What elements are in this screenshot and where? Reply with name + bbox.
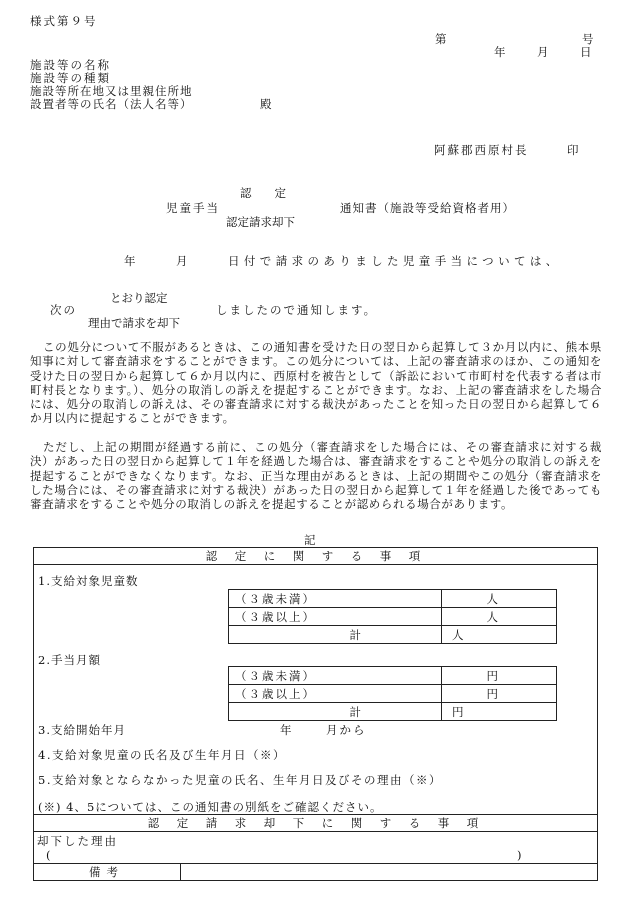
- date-month: 月: [537, 45, 549, 59]
- table-row: [229, 703, 557, 721]
- table-row: [229, 626, 557, 644]
- doc-number-suffix: 号: [582, 32, 594, 46]
- child-total-unit: 人: [442, 626, 557, 644]
- title-suffix: 通知書（施設等受給資格者用）: [340, 201, 515, 215]
- divider: [33, 564, 597, 565]
- divider: [33, 863, 597, 864]
- item3-month-from: 月から: [326, 723, 367, 737]
- notice-paragraph-2: ただし、上記の期間が経過する前に、この処分（審査請求をした場合には、その審査請求に対する裁決）があった日の翌日から起算して１年を経過した場合は、審査請求をすることや処分の取消しの訴えを提起することができなくなります。なお、正当な理由があるときは、上記の期間やこの処分（審査請求をした場合には、その審査請求に対する裁決）があった日の翌日から起算して１年を経過した後であっても審査請求をすることや処分の取消しの訴えを提起することが認められる場合があります。: [30, 440, 602, 512]
- addressee-owner-name: 設置者等の氏名（法人名等）: [30, 97, 193, 111]
- table-row: [229, 685, 557, 703]
- date-year: 年: [494, 45, 506, 59]
- divider: [33, 814, 597, 815]
- table-row: [229, 667, 557, 685]
- doc-number-prefix: 第: [435, 32, 447, 46]
- issuer-name: 阿蘇郡西原村長: [434, 143, 529, 157]
- intro-option-approve: とおり認定: [110, 291, 168, 305]
- monthly-amount-table: [228, 666, 557, 721]
- title-option-approve: 認 定: [240, 186, 286, 200]
- item2-label: 2.手当月額: [38, 653, 101, 667]
- addressee-address: 施設等所在地又は里親住所地: [30, 84, 193, 98]
- amount-over3-unit: 円: [442, 685, 557, 703]
- title-option-reject: 認定請求却下: [226, 215, 295, 229]
- intro-option-reject: 理由で請求を却下: [88, 316, 180, 330]
- amount-under3-unit: 円: [442, 667, 557, 685]
- item5-label: 5.支給対象とならなかった児童の氏名、生年月日及びその理由（※）: [38, 773, 442, 787]
- issuer-seal: 印: [567, 143, 579, 157]
- ki-mark: 記: [304, 533, 316, 547]
- date-day: 日: [580, 45, 592, 59]
- item1-label: 1.支給対象児童数: [38, 574, 139, 588]
- child-over3-unit: 人: [442, 608, 557, 626]
- item3-label: 3.支給開始年月: [38, 723, 126, 737]
- approval-header: 認 定 に 関 す る 事 項: [205, 549, 424, 563]
- child-total-label: 計: [229, 626, 442, 644]
- table-row: [229, 590, 557, 608]
- notice-paragraph-1: この処分について不服があるときは、この通知書を受けた日の翌日から起算して３か月以内に、熊本県知事に対して審査請求をすることができます。この処分については、上記の審査請求のほか、この通知を受けた日の翌日から起算して６か月以内に、西原村を被告として（訴訟において市町村を代表する者は市町村長となります。）、処分の取消しの訴えを提起することができます。なお、上記の審査請求をした場合には、処分の取消しの訴えは、その審査請求に対する裁決があったことを知った日の翌日から起算して６か月以内に提起することができます。: [30, 340, 602, 426]
- addressee-facility-name: 施設等の名称: [30, 58, 111, 72]
- amount-under3-label: （３歳未満）: [229, 667, 442, 685]
- intro-year: 年: [124, 254, 136, 268]
- addressee-honorific: 殿: [260, 97, 272, 111]
- table-row: [229, 608, 557, 626]
- intro-text: 日付で請求のありました児童手当については、: [228, 254, 562, 268]
- child-count-table: [228, 589, 557, 644]
- child-over3-label: （３歳以上）: [229, 608, 442, 626]
- addressee-facility-type: 施設等の種類: [30, 71, 111, 85]
- amount-over3-label: （３歳以上）: [229, 685, 442, 703]
- amount-total-unit: 円: [442, 703, 557, 721]
- divider: [33, 831, 597, 832]
- rejection-header: 認 定 請 求 却 下 に 関 す る 事 項: [147, 816, 482, 830]
- intro-next: 次の: [50, 303, 77, 317]
- rejection-paren-close: ): [517, 848, 522, 862]
- child-under3-label: （３歳未満）: [229, 590, 442, 608]
- amount-total-label: 計: [229, 703, 442, 721]
- item4-label: 4.支給対象児童の氏名及び生年月日（※）: [38, 748, 286, 762]
- divider: [180, 863, 181, 880]
- rejection-reason-label: 却下した理由: [37, 834, 118, 848]
- child-under3-unit: 人: [442, 590, 557, 608]
- rejection-paren-open: (: [46, 848, 51, 862]
- intro-tail: しましたので通知します。: [216, 303, 378, 317]
- approval-note: (※) 4、5については、この通知書の別紙をご確認ください。: [38, 800, 383, 814]
- form-number: 様式第９号: [30, 14, 98, 28]
- intro-month: 月: [176, 254, 188, 268]
- remarks-label: 備考: [89, 865, 124, 879]
- title-prefix: 児童手当: [166, 201, 220, 215]
- item3-year: 年: [280, 723, 292, 737]
